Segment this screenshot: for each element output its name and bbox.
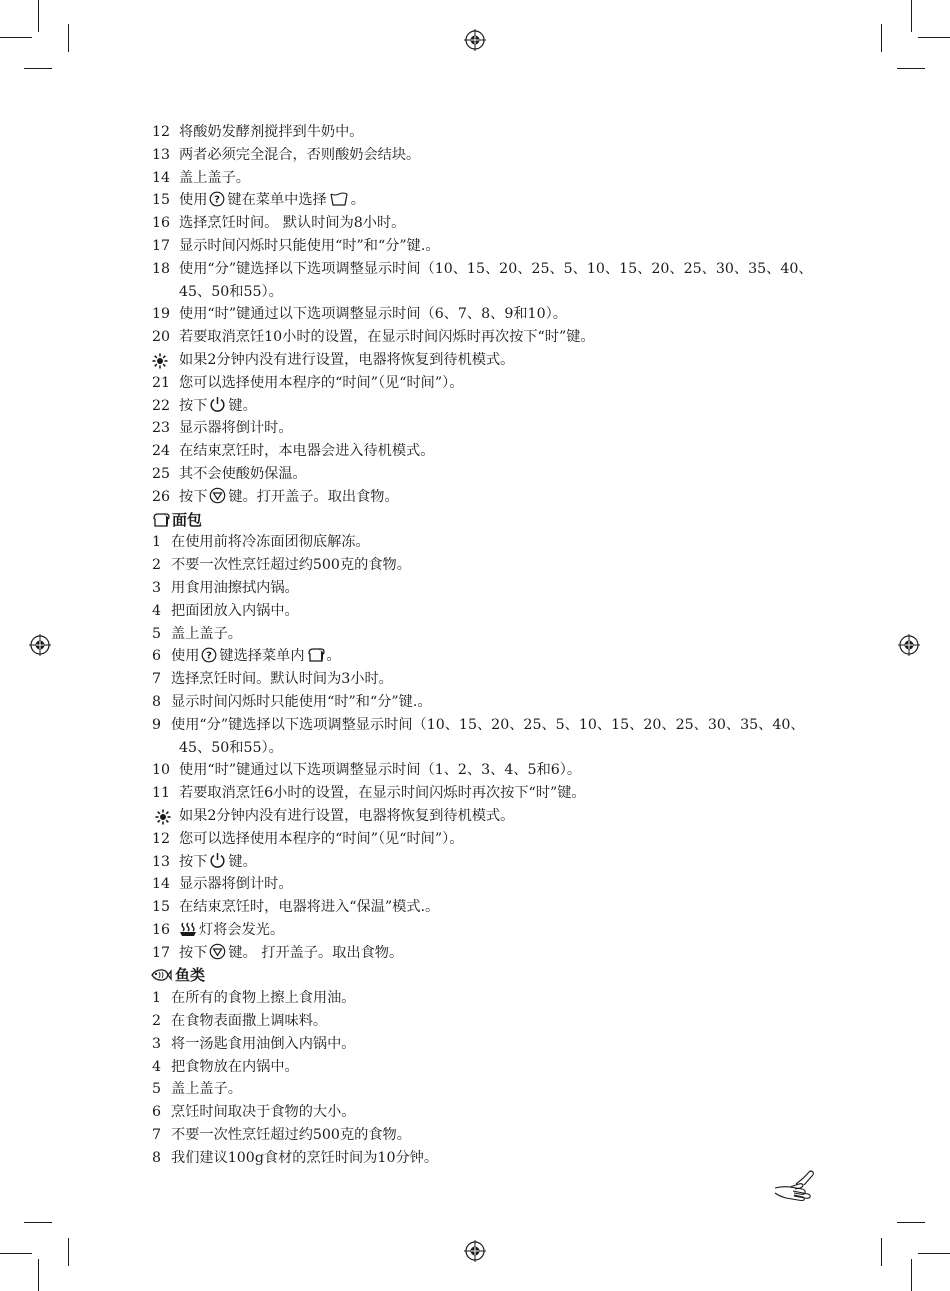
tip-item: 如果2分钟内没有进行设置，电器将恢复到待机模式。 — [152, 349, 922, 372]
section-heading-bread: 面包 — [152, 509, 922, 532]
crop-mark-top-left-v2 — [68, 24, 69, 52]
list-item: 19 使用“时”键通过以下选项调整显示时间（6、7、8、9和10）。 — [152, 306, 567, 323]
list-item: 13 按下 键。 — [152, 853, 257, 870]
fish-icon — [150, 967, 172, 983]
crop-mark-top-left-h — [0, 37, 32, 38]
crop-mark-bottom-right-v2 — [881, 1238, 882, 1266]
list-item: 15 在结束烹饪时，电器将进入“保温”模式.。 — [152, 899, 440, 916]
list-item: 8 我们建议100g食材的烹饪时间为10分钟。 — [152, 1149, 439, 1166]
list-item: 14 盖上盖子。 — [152, 169, 250, 186]
list-item: 1 在使用前将冷冻面团彻底解冻。 — [152, 534, 370, 551]
crop-mark-bottom-left-h2 — [24, 1222, 52, 1223]
crop-mark-top-right-h2 — [897, 68, 925, 69]
bread-icon — [307, 647, 325, 663]
list-item: 16 灯将会发光。 — [152, 921, 285, 938]
crop-mark-top-right-h — [918, 37, 950, 38]
list-item: 12 您可以选择使用本程序的“时间”（见“时间”）。 — [152, 830, 464, 847]
list-item: 20 若要取消烹饪10小时的设置，在显示时间闪烁时再次按下“时”键。 — [152, 329, 595, 346]
list-item: 9 使用“分”键选择以下选项调整显示时间（10、15、20、25、5、10、15、20、25、30、35、40、 — [152, 716, 805, 733]
crop-mark-bottom-left-v2 — [68, 1238, 69, 1266]
list-item: 8 显示时间闪烁时只能使用“时”和“分”键.。 — [152, 693, 432, 710]
crop-mark-bottom-left-v — [38, 1259, 39, 1291]
keep-warm-icon — [179, 921, 197, 937]
lid-open-icon — [209, 943, 226, 960]
bread-icon — [152, 512, 170, 528]
list-item: 4 把食物放在内锅中。 — [152, 1058, 299, 1075]
list-item: 2 在食物表面撒上调味料。 — [152, 1013, 328, 1030]
crop-mark-top-left-v — [38, 0, 39, 32]
page-turn-hand-icon — [772, 1166, 820, 1202]
list-item: 17 显示时间闪烁时只能使用“时”和“分”键.。 — [152, 237, 440, 254]
list-item: 3 将一汤匙食用油倒入内锅中。 — [152, 1035, 356, 1052]
menu-button-icon — [209, 191, 225, 207]
lid-open-icon — [209, 487, 226, 504]
crop-mark-top-left-h2 — [24, 68, 52, 69]
list-item: 6 烹饪时间取决于食物的大小。 — [152, 1104, 356, 1121]
list-item: 13 两者必须完全混合，否则酸奶会结块。 — [152, 146, 421, 163]
list-item: 11 若要取消烹饪6小时的设置，在显示时间闪烁时再次按下“时”键。 — [152, 785, 586, 802]
crop-mark-top-right-v2 — [881, 24, 882, 52]
list-item: 18 使用“分”键选择以下选项调整显示时间（10、15、20、25、5、10、15、20、25、30、35、40、 — [152, 260, 813, 277]
list-item-continuation: 45、50和55）。 — [179, 283, 283, 300]
crop-mark-bottom-right-h2 — [897, 1222, 925, 1223]
list-item: 17 按下 键。 打开盖子。取出食物。 — [152, 944, 404, 961]
list-item: 26 按下 键。打开盖子。取出食物。 — [152, 488, 399, 505]
list-item: 3 用食用油擦拭内锅。 — [152, 579, 299, 596]
list-item: 10 使用“时”键通过以下选项调整显示时间（1、2、3、4、5和6）。 — [152, 762, 582, 779]
tip-sun-icon — [155, 809, 171, 825]
section-heading-fish: 鱼类 — [152, 964, 922, 987]
yogurt-cup-icon — [329, 192, 349, 207]
list-item: 12 将酸奶发酵剂搅拌到牛奶中。 — [152, 124, 364, 140]
registration-mark-top — [464, 29, 486, 51]
list-item: 6 使用 ? 键选择菜单内 。 — [152, 648, 341, 665]
page-content — [152, 121, 922, 1170]
list-item: 24 在结束烹饪时，本电器会进入待机模式。 — [152, 443, 435, 460]
crop-mark-bottom-left-h — [0, 1253, 32, 1254]
list-item: 15 使用 ? 键在菜单中选择 。 — [152, 192, 365, 209]
list-item: 5 盖上盖子。 — [152, 625, 242, 642]
power-icon — [209, 396, 226, 413]
tip-sun-icon — [152, 353, 168, 369]
list-item: 7 不要一次性烹饪超过约500克的食物。 — [152, 1127, 411, 1144]
crop-mark-top-right-v — [911, 0, 912, 32]
list-item: 21 您可以选择使用本程序的“时间”（见“时间”）。 — [152, 374, 464, 391]
crop-mark-bottom-right-v — [911, 1259, 912, 1291]
list-item: 14 显示器将倒计时。 — [152, 876, 293, 893]
list-item: 7 选择烹饪时间。默认时间为3小时。 — [152, 671, 393, 688]
list-item: 2 不要一次性烹饪超过约500克的食物。 — [152, 557, 411, 574]
list-item: 22 按下 键。 — [152, 397, 257, 414]
list-item: 23 显示器将倒计时。 — [152, 420, 293, 437]
list-item: 25 其不会使酸奶保温。 — [152, 465, 307, 482]
list-item: 1 在所有的食物上擦上食用油。 — [152, 990, 356, 1007]
list-item-continuation: 45、50和55）。 — [179, 739, 283, 756]
list-item: 5 盖上盖子。 — [152, 1081, 242, 1098]
registration-mark-bottom — [464, 1240, 486, 1262]
power-icon — [209, 852, 226, 869]
crop-mark-bottom-right-h — [918, 1253, 950, 1254]
svg-text:?: ? — [214, 194, 221, 206]
registration-mark-left — [29, 634, 51, 656]
tip-item: 如果2分钟内没有进行设置，电器将恢复到待机模式。 — [152, 805, 922, 828]
svg-text:?: ? — [206, 650, 213, 662]
list-item: 4 把面团放入内锅中。 — [152, 602, 299, 619]
menu-button-icon — [201, 647, 217, 663]
list-item: 16 选择烹饪时间。 默认时间为8小时。 — [152, 215, 406, 232]
